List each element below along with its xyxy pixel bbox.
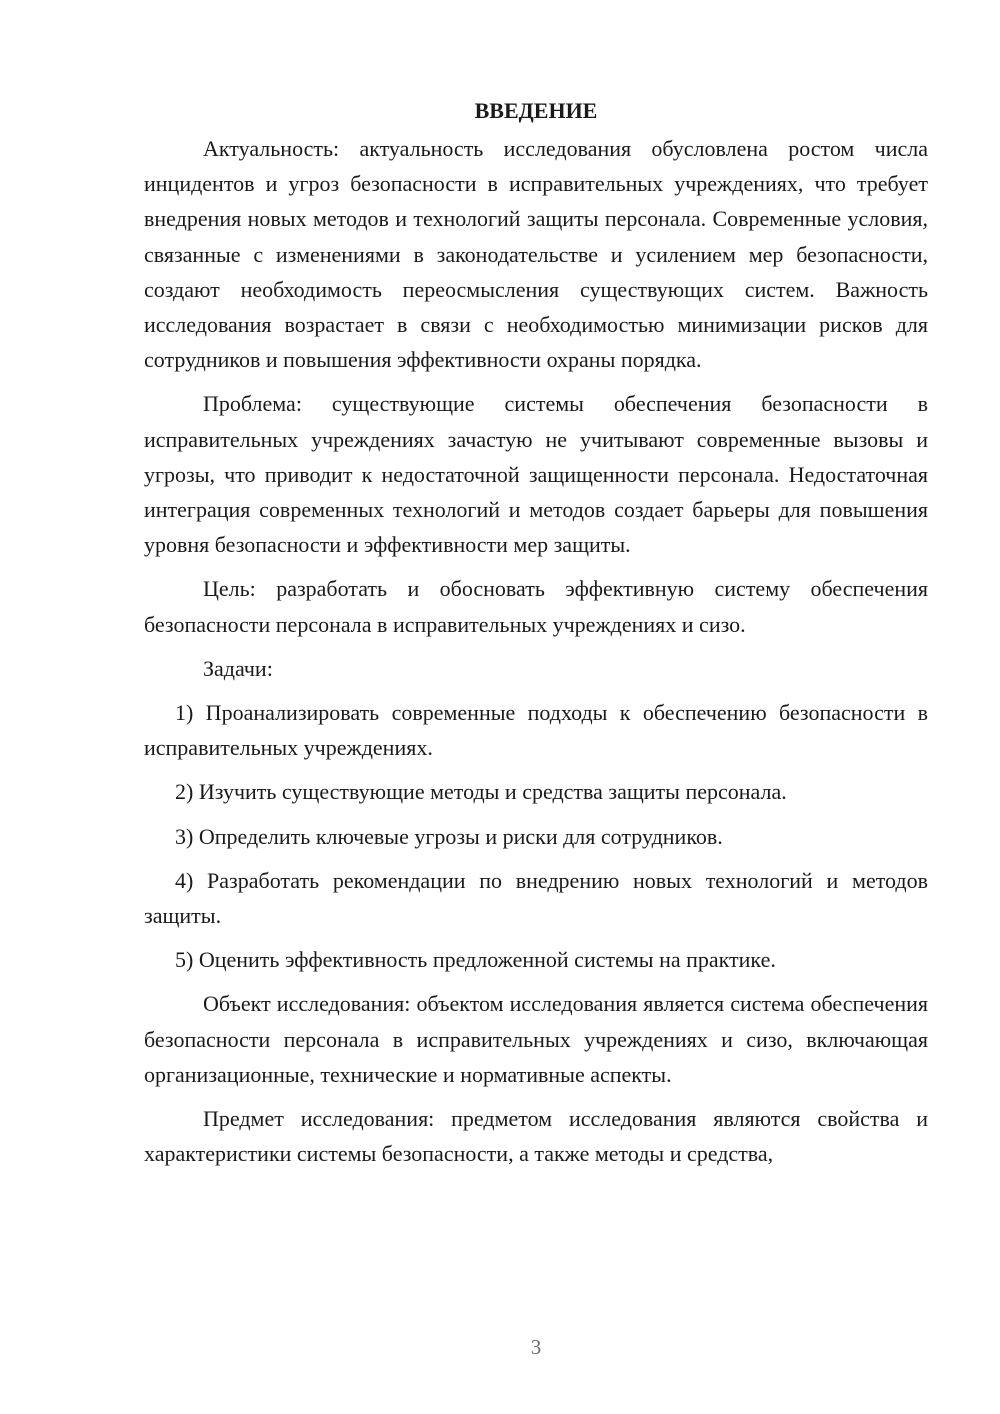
page-number: 3: [530, 1335, 542, 1359]
section-heading: ВВЕДЕНИЕ: [474, 98, 598, 123]
paragraph-problem: Проблема: существующие системы обеспечения безопасности в исправительных учреждениях зачастую не учитывают современные вызовы и угрозы, что приводит к недостаточной защищенности персонала. Недостаточная интеграция современных технологий и методов создает барьеры для повышения уровня безопасности и эффективности мер защиты.: [144, 391, 928, 558]
task-item-3: 3) Определить ключевые угрозы и риски для сотрудников.: [175, 823, 723, 849]
paragraph-relevance: Актуальность: актуальность исследования обусловлена ростом числа инцидентов и угроз безопасности в исправительных учреждениях, что требует внедрения новых методов и технологий защиты персонала. Современные условия, связанные с изменениями в законодательстве и усилением мер безопасности, создают необходимость переосмысления существующих систем. Важность исследования возрастает в связи с необходимостью минимизации рисков для сотрудников и повышения эффективности охраны порядка.: [144, 136, 928, 373]
paragraph-goal: Цель: разработать и обосновать эффективную систему обеспечения безопасности персонала в исправительных учреждениях и сизо.: [144, 576, 928, 637]
task-item-5: 5) Оценить эффективность предложенной системы на практике.: [175, 947, 776, 973]
paragraph-object: Объект исследования: объектом исследования является система обеспечения безопасности персонала в исправительных учреждениях и сизо, включающая организационные, технические и нормативные аспекты.: [144, 991, 928, 1087]
task-item-1: 1) Проанализировать современные подходы к обеспечению безопасности в исправительных учреждениях.: [144, 700, 928, 761]
task-item-4: 4) Разработать рекомендации по внедрению новых технологий и методов защиты.: [144, 867, 928, 929]
task-item-2: 2) Изучить существующие методы и средства защиты персонала.: [175, 779, 787, 805]
paragraph-subject: Предмет исследования: предметом исследования являются свойства и характеристики системы безопасности, а также методы и средства,: [144, 1106, 928, 1167]
page-content: [144, 97, 928, 1180]
paragraph-tasks-label: Задачи:: [203, 655, 273, 681]
